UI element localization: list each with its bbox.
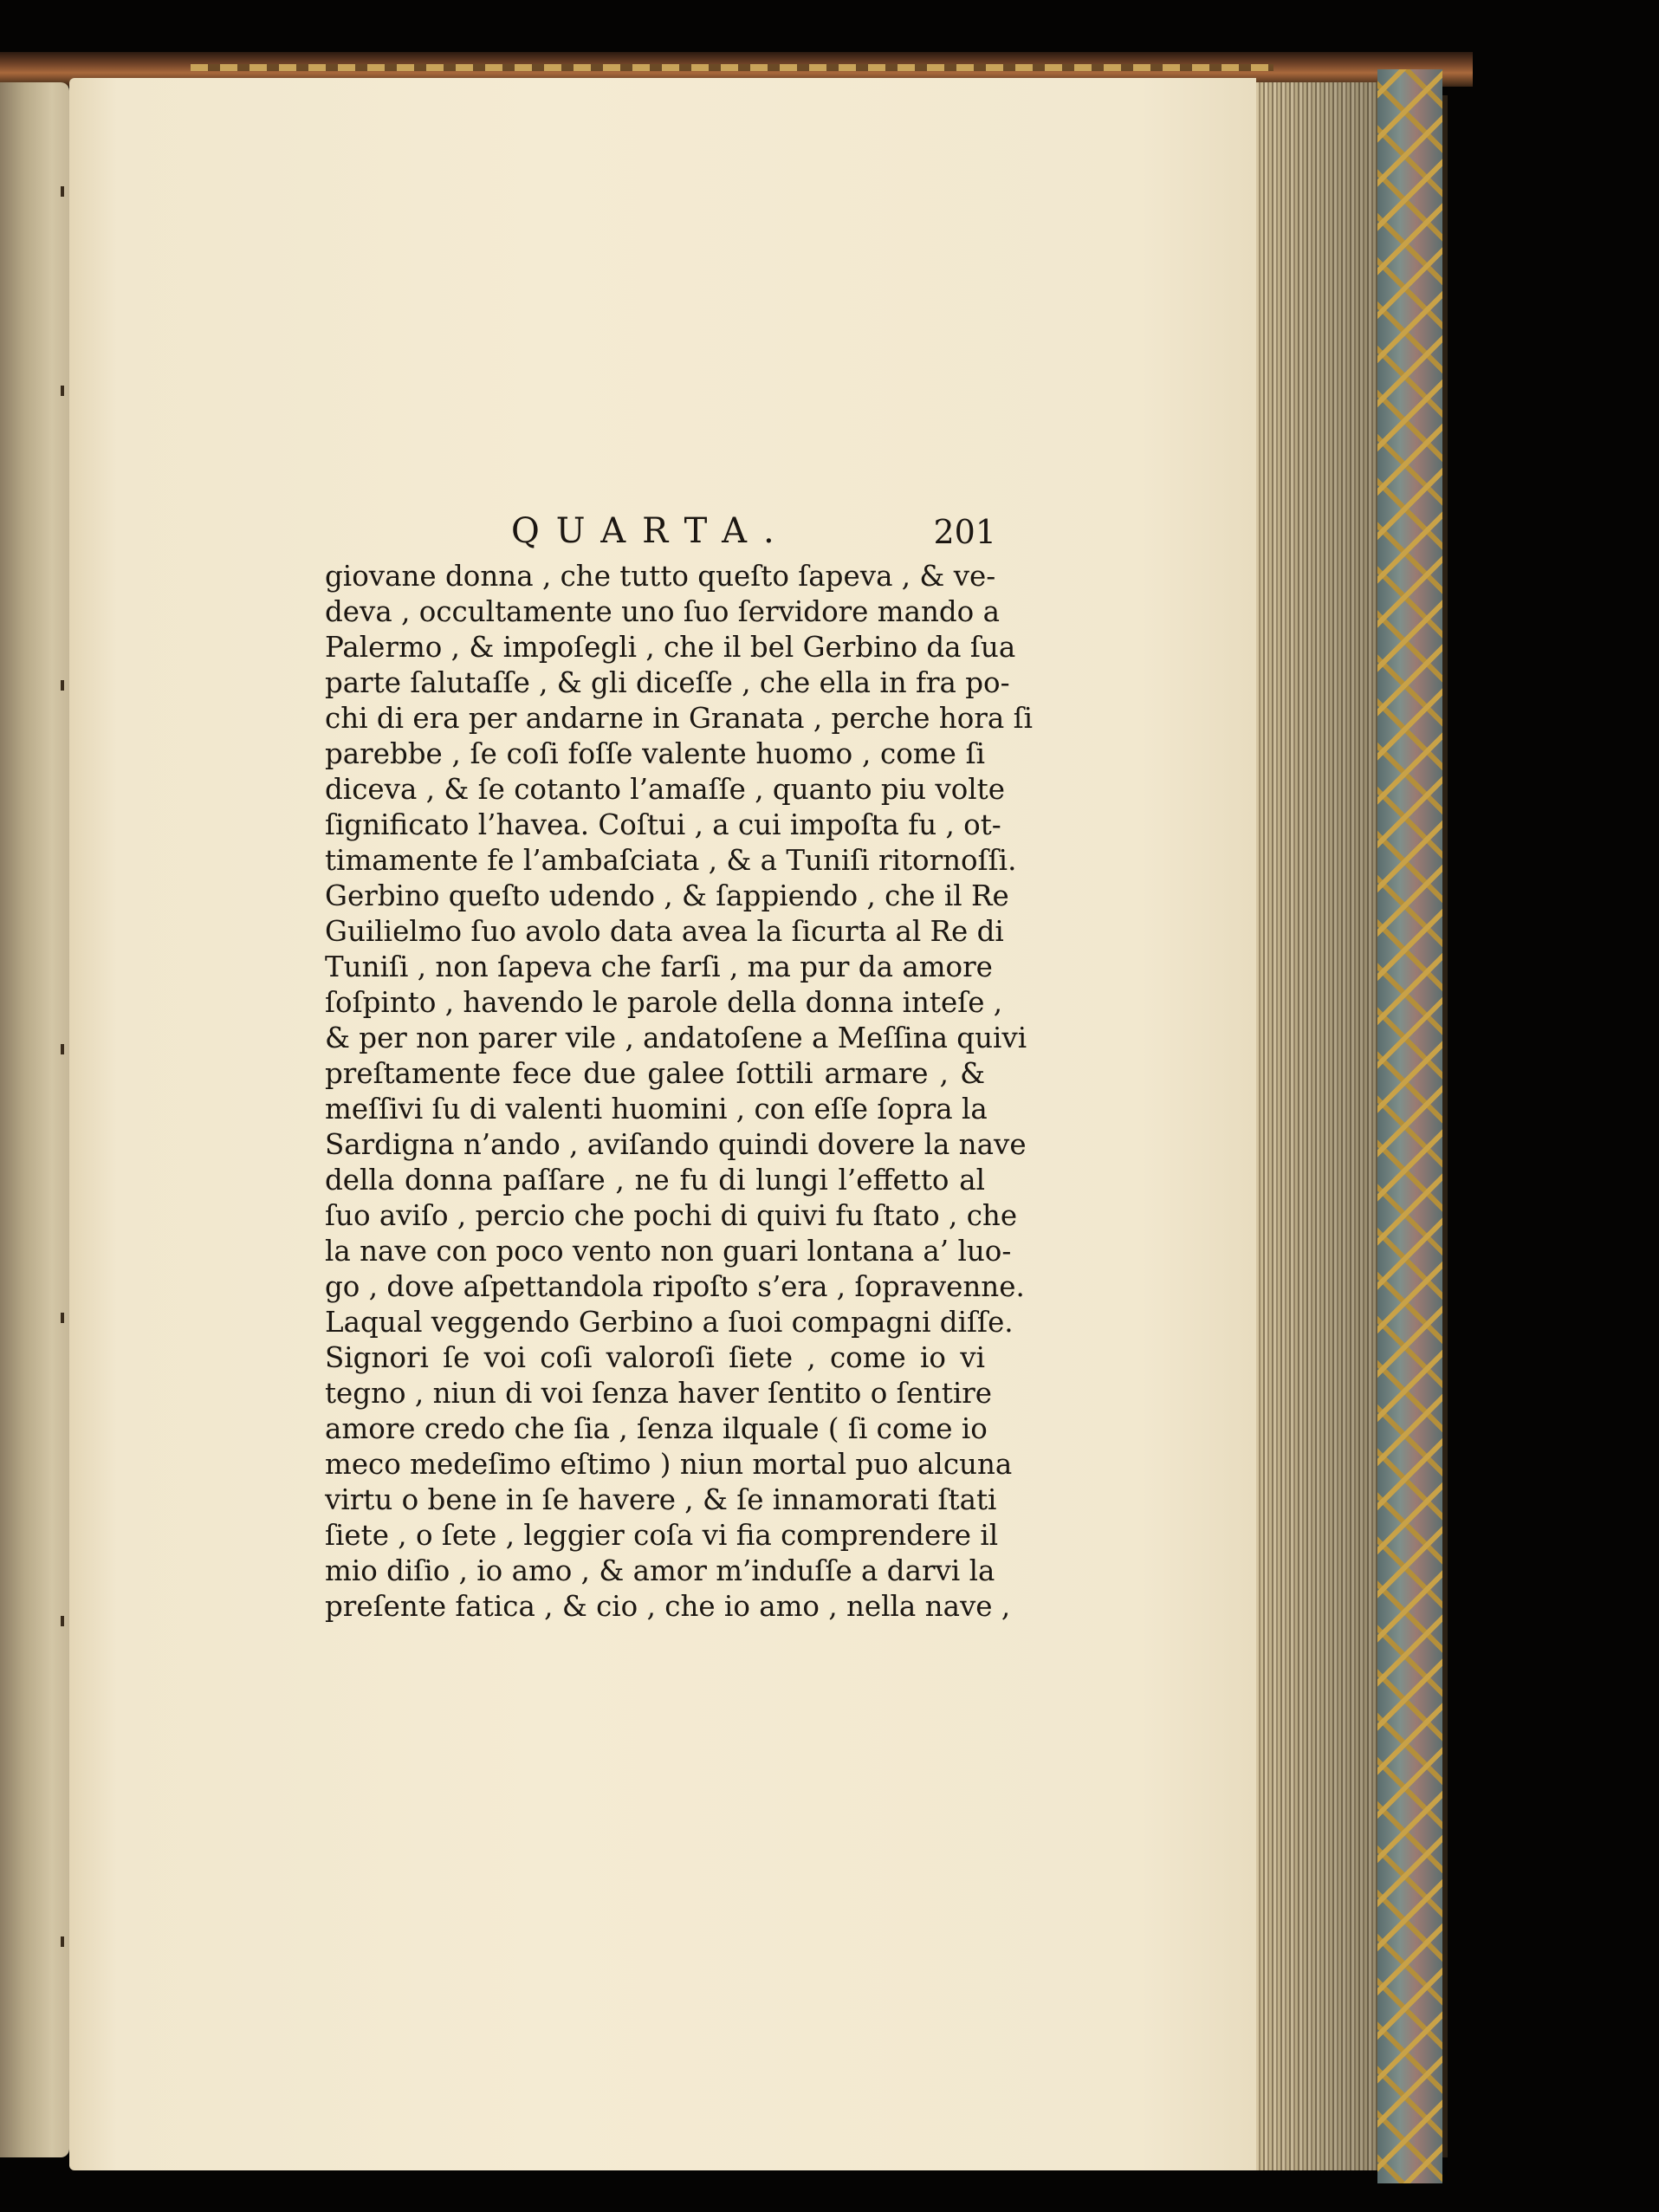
text-line: amore credo che ſia , ſenza ilquale ( ſi come io bbox=[325, 1412, 988, 1445]
text-line: Gerbino queſto udendo , & ſappiendo , che il Re bbox=[325, 879, 1009, 912]
text-line: parebbe , ſe coſi foſſe valente huomo , come ſi bbox=[325, 737, 985, 770]
text-line: tegno , niun di voi ſenza haver ſentito o ſentire bbox=[325, 1377, 993, 1410]
text-line: & per non parer vile , andatoſene a Meſſina quivi bbox=[325, 1022, 1027, 1054]
text-line: la nave con poco vento non guari lontana a’ luo- bbox=[325, 1235, 1012, 1268]
sewing-thread bbox=[61, 386, 64, 396]
page-block-fore-edge bbox=[1256, 82, 1377, 2170]
sewing-thread bbox=[61, 1616, 64, 1626]
cover-edge bbox=[1442, 95, 1448, 2157]
text-line: preſente fatica , & cio , che io amo , nella nave , bbox=[325, 1590, 1011, 1623]
text-line: virtu o bene in ſe havere , & ſe innamorati ſtati bbox=[325, 1483, 997, 1516]
text-line: Sardigna n’ando , aviſando quindi dovere la nave bbox=[325, 1128, 1027, 1161]
page-number: 201 bbox=[933, 513, 996, 551]
sewing-thread bbox=[61, 1936, 64, 1947]
text-line: ſignificato l’havea. Coſtui , a cui impoſta fu , ot- bbox=[325, 808, 1001, 841]
text-line: Palermo , & impoſegli , che il bel Gerbino da ſua bbox=[325, 631, 1016, 664]
text-line: ſiete , o ſete , leggier coſa vi fia comprendere il bbox=[325, 1519, 999, 1552]
text-line: meſſivi ſu di valenti huomini , con eſſe ſopra la bbox=[325, 1093, 988, 1125]
text-line: Laqual veggendo Gerbino a ſuoi compagni diſſe. bbox=[325, 1306, 1014, 1339]
running-title: QUARTA. bbox=[511, 511, 791, 551]
text-line: meco medeſimo eſtimo ) niun mortal puo alcuna bbox=[325, 1448, 1013, 1481]
text-line: preſtamente fece due galee ſottili armare , & bbox=[325, 1057, 985, 1090]
marbled-gilt-cover bbox=[1377, 69, 1442, 2183]
text-line: parte ſalutaſſe , & gli diceſſe , che ella in fra po- bbox=[325, 666, 1010, 699]
sewing-thread bbox=[61, 186, 64, 197]
text-line: timamente fe l’ambaſciata , & a Tuniſi ritornoſſi. bbox=[325, 844, 1017, 877]
facing-page-edge bbox=[0, 82, 69, 2157]
text-block bbox=[325, 559, 1033, 1625]
text-line: mio diſio , io amo , & amor m’induſſe a darvi la bbox=[325, 1554, 995, 1587]
sewing-thread bbox=[61, 1313, 64, 1323]
text-line: diceva , & ſe cotanto l’amaſſe , quanto piu volte bbox=[325, 773, 1005, 806]
text-line: chi di era per andarne in Granata , perche hora ſi bbox=[325, 702, 1033, 735]
text-line: Guilielmo ſuo avolo data avea la ſicurta al Re di bbox=[325, 915, 1004, 948]
text-line: Signori ſe voi coſi valoroſi ſiete , come io vi bbox=[325, 1341, 985, 1374]
page-header bbox=[511, 511, 996, 563]
sewing-thread bbox=[61, 1044, 64, 1054]
text-line: ſoſpinto , havendo le parole della donna inteſe , bbox=[325, 986, 1003, 1019]
sewing-thread bbox=[61, 680, 64, 691]
gilt-ornament bbox=[191, 64, 1273, 71]
text-line: giovane donna , che tutto queſto ſapeva , & ve- bbox=[325, 560, 996, 593]
text-line: deva , occultamente uno ſuo ſervidore mando a bbox=[325, 595, 1000, 628]
text-line: della donna paſſare , ne fu di lungi l’effetto al bbox=[325, 1164, 985, 1197]
text-line: ſuo aviſo , percio che pochi di quivi fu ſtato , che bbox=[325, 1199, 1018, 1232]
book-page bbox=[69, 78, 1256, 2170]
text-line: Tuniſi , non ſapeva che farſi , ma pur da amore bbox=[325, 950, 993, 983]
text-line: go , dove aſpettandola ripoſto s’era , ſopravenne. bbox=[325, 1270, 1025, 1303]
